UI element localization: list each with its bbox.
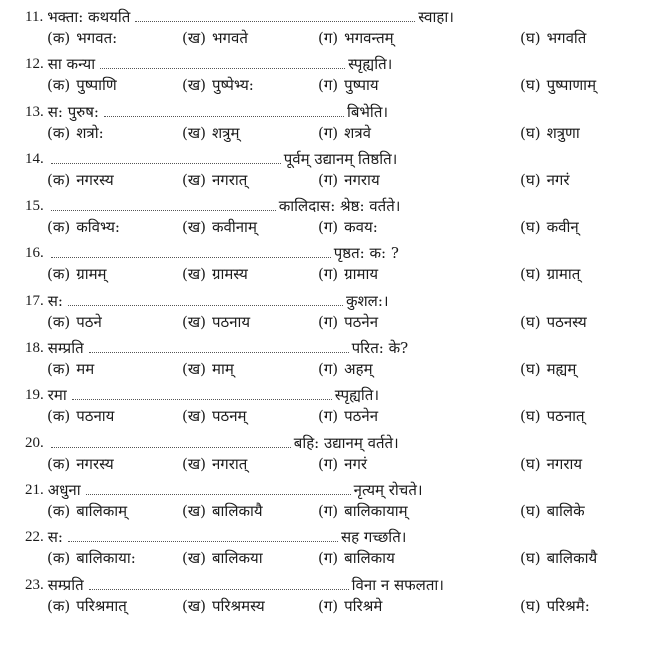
answer-option[interactable]: [182, 216, 257, 238]
option-label: (क): [47, 265, 71, 284]
option-text: पठने: [76, 312, 102, 331]
option-label: (घ): [520, 596, 541, 615]
option-label: (ग): [318, 596, 339, 615]
question-item: [0, 288, 649, 335]
option-label: (घ): [520, 454, 541, 473]
question-suffix: पूर्वम् उद्यानम् तिष्ठति।: [283, 149, 398, 168]
question-stem: [25, 335, 408, 358]
option-text: बालिकाय: [344, 549, 395, 568]
option-text: नगराय: [344, 170, 380, 189]
answer-option[interactable]: [182, 453, 247, 475]
options-row: [0, 453, 649, 477]
option-label: (क): [47, 501, 71, 520]
question-stem: [25, 430, 399, 453]
option-text: भगवते: [211, 29, 248, 47]
question-suffix: स्वाहा।: [418, 8, 454, 26]
question-number: 16.: [25, 245, 44, 262]
answer-option[interactable]: [318, 122, 371, 144]
answer-option[interactable]: [182, 122, 239, 144]
fill-in-blank: [86, 480, 351, 495]
option-label: (क): [47, 218, 71, 237]
question-suffix: पृष्ठत: क: ?: [333, 244, 399, 263]
option-label: (घ): [520, 170, 541, 189]
option-text: नगरात्: [211, 454, 248, 473]
answer-option[interactable]: [182, 500, 263, 522]
option-label: (घ): [520, 76, 541, 95]
option-text: बालिकया: [211, 549, 263, 568]
question-item: [0, 193, 649, 240]
answer-option[interactable]: [47, 263, 107, 285]
option-label: (ख): [182, 170, 206, 189]
options-row: [0, 74, 649, 98]
option-text: मम: [76, 360, 95, 379]
answer-option[interactable]: [47, 169, 114, 191]
option-label: (ग): [318, 360, 339, 379]
fill-in-blank: [51, 243, 331, 258]
option-text: परिश्रमै:: [546, 596, 590, 615]
question-stem: [25, 240, 399, 263]
option-label: (क): [47, 170, 71, 189]
option-text: पठनाय: [76, 407, 115, 426]
options-row: [0, 169, 649, 193]
option-label: (ग): [318, 170, 339, 189]
question-item: [0, 382, 649, 429]
answer-option[interactable]: [318, 263, 378, 285]
option-label: (क): [47, 76, 71, 95]
option-label: (ग): [318, 312, 339, 331]
option-text: नगरं: [344, 454, 368, 473]
option-label: (घ): [520, 312, 541, 331]
options-row: [0, 122, 649, 146]
option-label: (ग): [318, 265, 339, 284]
option-label: (घ): [520, 549, 541, 568]
option-label: (घ): [520, 123, 541, 142]
option-text: पुष्पेभ्य:: [211, 76, 254, 95]
question-prefix: स: पुरुष:: [47, 102, 99, 121]
question-prefix: भक्ता: कथयति: [47, 8, 131, 26]
question-stem: [25, 524, 406, 547]
options-row: [0, 358, 649, 382]
option-text: नगरस्य: [76, 170, 114, 189]
fill-in-blank: [51, 433, 291, 448]
option-label: (ग): [318, 76, 339, 95]
answer-option[interactable]: [47, 27, 117, 49]
worksheet: [0, 4, 649, 619]
question-item: [0, 99, 649, 146]
options-row: [0, 263, 649, 287]
answer-option[interactable]: [520, 595, 590, 617]
question-suffix: स्पृह्यति।: [334, 386, 380, 405]
option-label: (ग): [318, 29, 339, 47]
option-label: (घ): [520, 218, 541, 237]
option-text: शत्रुम्: [211, 123, 240, 142]
question-item: [0, 335, 649, 382]
answer-option[interactable]: [47, 122, 104, 144]
question-number: 13.: [25, 103, 44, 120]
answer-option[interactable]: [520, 216, 579, 238]
answer-option[interactable]: [318, 216, 378, 238]
answer-option[interactable]: [520, 358, 576, 380]
answer-option[interactable]: [182, 358, 234, 380]
answer-option[interactable]: [520, 27, 586, 49]
option-label: (ग): [318, 407, 339, 426]
answer-option[interactable]: [318, 27, 394, 49]
option-text: माम्: [211, 360, 234, 379]
option-label: (ख): [182, 454, 206, 473]
question-number: 19.: [25, 387, 44, 404]
question-suffix: विना न सफलता।: [351, 575, 444, 594]
question-suffix: कालिदास: श्रेष्ठ: वर्तते।: [278, 197, 401, 216]
option-text: भगवत:: [76, 29, 118, 47]
fill-in-blank: [100, 54, 345, 69]
question-stem: [25, 288, 389, 311]
option-label: (घ): [520, 265, 541, 284]
fill-in-blank: [68, 291, 343, 306]
fill-in-blank: [51, 196, 276, 211]
answer-option[interactable]: [318, 311, 378, 333]
option-text: भगवति: [546, 29, 587, 47]
answer-option[interactable]: [182, 27, 248, 49]
question-prefix: स:: [47, 528, 63, 547]
answer-option[interactable]: [182, 595, 265, 617]
option-text: कवीन्: [546, 218, 579, 237]
question-suffix: बिभेति।: [346, 102, 389, 121]
answer-option[interactable]: [182, 405, 247, 427]
fill-in-blank: [68, 527, 338, 542]
question-prefix: रमा: [47, 386, 67, 405]
answer-option[interactable]: [318, 500, 408, 522]
answer-option[interactable]: [520, 169, 569, 191]
option-label: (ख): [182, 596, 206, 615]
option-label: (क): [47, 549, 71, 568]
question-item: [0, 477, 649, 524]
option-text: शत्रो:: [76, 123, 104, 142]
answer-option[interactable]: [47, 216, 120, 238]
option-text: कविभ्य:: [76, 218, 120, 237]
question-number: 20.: [25, 434, 44, 451]
answer-option[interactable]: [318, 453, 367, 475]
option-label: (ख): [182, 265, 206, 284]
question-item: [0, 146, 649, 193]
answer-option[interactable]: [520, 405, 585, 427]
option-label: (क): [47, 407, 71, 426]
question-suffix: नृत्यम् रोचते।: [353, 480, 423, 499]
option-label: (क): [47, 123, 71, 142]
answer-option[interactable]: [520, 263, 580, 285]
option-text: शत्रवे: [344, 123, 371, 142]
options-row: [0, 216, 649, 240]
option-label: (ग): [318, 501, 339, 520]
answer-option[interactable]: [318, 547, 395, 569]
option-label: (क): [47, 596, 71, 615]
option-label: (घ): [520, 360, 541, 379]
question-stem: [25, 572, 444, 595]
question-stem: [25, 51, 392, 74]
answer-option[interactable]: [520, 547, 597, 569]
fill-in-blank: [135, 7, 415, 22]
answer-option[interactable]: [182, 311, 250, 333]
option-label: (क): [47, 360, 71, 379]
option-text: परिश्रमस्य: [211, 596, 265, 615]
option-label: (ख): [182, 407, 206, 426]
options-row: [0, 547, 649, 571]
option-label: (घ): [520, 407, 541, 426]
fill-in-blank: [89, 575, 349, 590]
answer-option[interactable]: [182, 547, 263, 569]
options-row: [0, 595, 649, 619]
option-text: शत्रुणा: [546, 123, 580, 142]
question-item: [0, 430, 649, 477]
option-label: (ग): [318, 123, 339, 142]
answer-option[interactable]: [318, 595, 382, 617]
question-item: [0, 51, 649, 98]
option-label: (ग): [318, 549, 339, 568]
options-row: [0, 311, 649, 335]
answer-option[interactable]: [182, 74, 254, 96]
option-text: बालिकायाम्: [344, 501, 408, 520]
answer-option[interactable]: [318, 169, 380, 191]
question-number: 21.: [25, 481, 44, 498]
question-prefix: सम्प्रति: [47, 339, 84, 358]
question-number: 14.: [25, 150, 44, 167]
question-stem: [25, 382, 379, 405]
answer-option[interactable]: [47, 405, 114, 427]
option-text: ग्रामम्: [76, 265, 107, 284]
option-text: नगरस्य: [76, 454, 114, 473]
answer-option[interactable]: [47, 500, 127, 522]
option-text: बालिकाया:: [76, 549, 136, 568]
question-number: 17.: [25, 292, 44, 309]
answer-option[interactable]: [520, 122, 580, 144]
option-text: पठनात्: [546, 407, 585, 426]
question-number: 11.: [25, 9, 44, 25]
answer-option[interactable]: [47, 595, 127, 617]
option-text: कवीनाम्: [211, 218, 257, 237]
option-text: बालिकाम्: [76, 501, 128, 520]
question-stem: [25, 146, 397, 169]
option-label: (ख): [182, 76, 206, 95]
question-suffix: कुशल:।: [345, 291, 389, 310]
option-text: नगरं: [546, 170, 570, 189]
question-stem: [25, 477, 423, 500]
question-stem: [25, 193, 400, 216]
question-item: [0, 4, 649, 51]
answer-option[interactable]: [182, 169, 247, 191]
question-number: 15.: [25, 198, 44, 215]
options-row: [0, 27, 649, 51]
answer-option[interactable]: [520, 74, 596, 96]
option-label: (ग): [318, 454, 339, 473]
option-text: पुष्पाणि: [76, 76, 117, 95]
option-text: बालिकायै: [211, 501, 263, 520]
question-prefix: अधुना: [47, 480, 81, 499]
option-label: (घ): [520, 29, 541, 47]
question-stem: [25, 4, 454, 27]
option-text: मह्यम्: [546, 360, 577, 379]
answer-option[interactable]: [47, 358, 94, 380]
option-text: पुष्पाणाम्: [546, 76, 597, 95]
answer-option[interactable]: [47, 74, 117, 96]
option-text: पठनाय: [211, 312, 251, 331]
question-item: [0, 524, 649, 571]
answer-option[interactable]: [520, 453, 582, 475]
answer-option[interactable]: [318, 358, 373, 380]
answer-option[interactable]: [318, 405, 378, 427]
option-text: बालिके: [546, 501, 585, 520]
fill-in-blank: [51, 149, 281, 164]
option-text: ग्रामाय: [344, 265, 379, 284]
question-number: 12.: [25, 56, 44, 73]
option-text: पुष्पाय: [344, 76, 379, 95]
options-row: [0, 500, 649, 524]
question-suffix: स्पृह्यति।: [348, 55, 393, 74]
answer-option[interactable]: [47, 453, 114, 475]
option-text: पठनेन: [344, 407, 379, 426]
question-prefix: सम्प्रति: [47, 575, 84, 594]
fill-in-blank: [89, 338, 349, 353]
answer-option[interactable]: [47, 547, 136, 569]
options-row: [0, 405, 649, 429]
answer-option[interactable]: [520, 500, 585, 522]
question-suffix: बहि: उद्यानम् वर्तते।: [293, 433, 399, 452]
option-text: परिश्रमात्: [76, 596, 127, 615]
option-label: (क): [47, 312, 71, 331]
option-label: (ख): [182, 312, 206, 331]
answer-option[interactable]: [47, 311, 102, 333]
option-text: पठनेन: [344, 312, 379, 331]
option-label: (घ): [520, 501, 541, 520]
option-label: (ग): [318, 218, 339, 237]
question-item: [0, 572, 649, 619]
question-item: [0, 240, 649, 287]
option-label: (ख): [182, 549, 206, 568]
option-label: (ख): [182, 29, 206, 47]
option-label: (ख): [182, 218, 206, 237]
question-suffix: परित: के?: [351, 339, 409, 358]
question-stem: [25, 99, 388, 122]
question-prefix: सा कन्या: [47, 55, 96, 74]
option-text: पठनस्य: [546, 312, 587, 331]
option-text: ग्रामात्: [546, 265, 581, 284]
option-text: ग्रामस्य: [211, 265, 248, 284]
option-text: नगराय: [546, 454, 583, 473]
question-suffix: सह गच्छति।: [340, 528, 407, 547]
fill-in-blank: [72, 385, 332, 400]
option-text: भगवन्तम्: [344, 29, 394, 47]
option-label: (क): [47, 29, 71, 47]
option-text: अहम्: [344, 360, 373, 379]
question-number: 22.: [25, 529, 44, 546]
option-text: परिश्रमे: [344, 596, 383, 615]
option-text: बालिकायै: [546, 549, 598, 568]
answer-option[interactable]: [318, 74, 379, 96]
answer-option[interactable]: [520, 311, 587, 333]
option-text: कवय:: [344, 218, 378, 237]
option-label: (क): [47, 454, 71, 473]
question-prefix: स:: [47, 291, 63, 310]
option-text: पठनम्: [211, 407, 247, 426]
answer-option[interactable]: [182, 263, 248, 285]
fill-in-blank: [104, 102, 344, 117]
option-label: (ख): [182, 360, 206, 379]
question-number: 23.: [25, 576, 44, 593]
option-label: (ख): [182, 123, 206, 142]
option-label: (ख): [182, 501, 206, 520]
question-number: 18.: [25, 340, 44, 357]
option-text: नगरात्: [211, 170, 248, 189]
